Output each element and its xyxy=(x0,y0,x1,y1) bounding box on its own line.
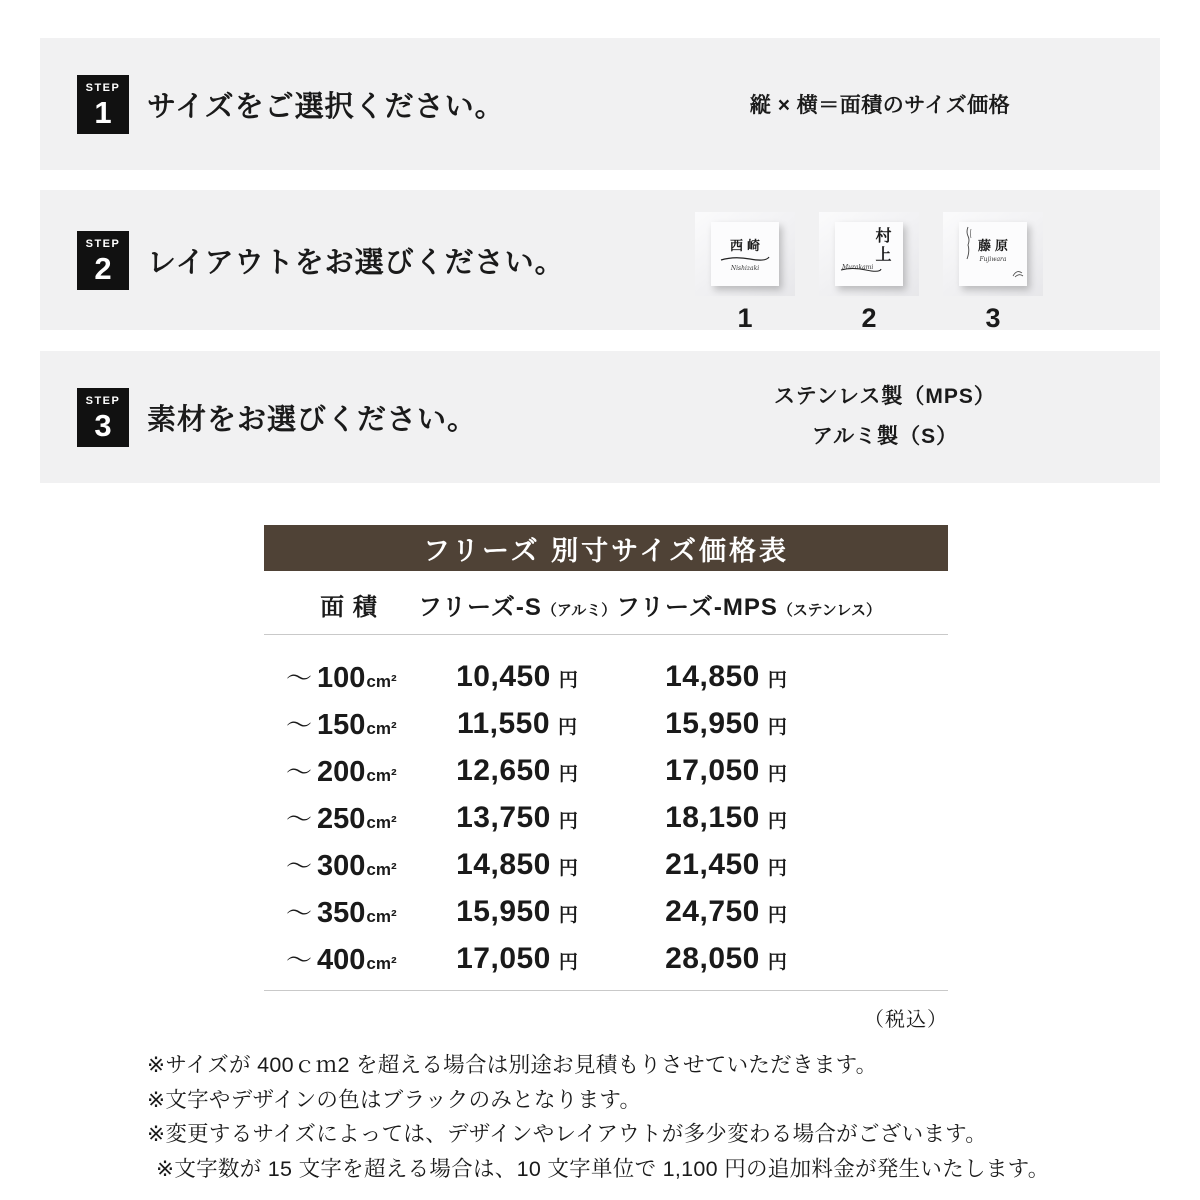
layout2-number: 2 xyxy=(861,303,877,333)
tilde: ～ xyxy=(286,851,313,881)
material-option-stainless: ステンレス製（MPS） xyxy=(774,385,996,408)
price-table xyxy=(264,525,948,1032)
step2-title: レイアウトをお選びください。 xyxy=(147,246,565,279)
price-s-value: 12,650 xyxy=(456,753,551,787)
step3-title: 素材をお選びください。 xyxy=(147,403,478,436)
layout3-nameplate xyxy=(959,222,1027,286)
table-row xyxy=(264,700,948,747)
layout1-romaji: Nishizaki xyxy=(730,265,760,272)
table-bottom-divider xyxy=(264,990,948,991)
currency: 円 xyxy=(558,716,578,738)
price-mps-value: 18,150 xyxy=(665,800,760,834)
area-unit: cm² xyxy=(366,672,397,691)
column-header-freeze-mps-main: フリーズ-MPS xyxy=(616,594,778,621)
currency: 円 xyxy=(558,904,578,926)
column-header-freeze-s-sub: （アルミ） xyxy=(541,602,617,619)
tilde: ～ xyxy=(286,663,313,693)
layout2-romaji: Murakami xyxy=(842,264,874,271)
area-value: 100 xyxy=(317,662,366,694)
layout-option-1[interactable] xyxy=(695,212,795,334)
note-extra-chars: ※文字数が 15 文字を超える場合は、10 文字単位で 1,100 円の追加料金が発生いたします。 xyxy=(156,1156,1050,1181)
area-cell xyxy=(280,705,418,742)
currency: 円 xyxy=(558,951,578,973)
area-unit: cm² xyxy=(366,813,397,832)
layout1-name: 西崎 xyxy=(729,239,764,254)
price-s-cell xyxy=(418,707,616,741)
layout2-nameplate xyxy=(835,222,903,286)
currency: 円 xyxy=(767,857,787,879)
table-row xyxy=(264,841,948,888)
step1-badge-label: STEP xyxy=(85,82,121,94)
layout2-name: 村上 xyxy=(873,227,892,265)
table-row xyxy=(264,747,948,794)
area-unit: cm² xyxy=(366,766,397,785)
price-s-value: 17,050 xyxy=(456,941,551,975)
price-s-value: 15,950 xyxy=(456,894,551,928)
price-table-body xyxy=(264,653,948,982)
step1-badge xyxy=(77,75,129,134)
step1-section xyxy=(40,38,1160,170)
currency: 円 xyxy=(767,951,787,973)
area-cell xyxy=(280,846,418,883)
table-row xyxy=(264,935,948,982)
step1-title: サイズをご選択ください。 xyxy=(147,90,505,123)
area-cell xyxy=(280,940,418,977)
price-mps-value: 14,850 xyxy=(665,659,760,693)
price-s-cell xyxy=(418,754,616,788)
area-unit: cm² xyxy=(366,954,397,973)
step2-section xyxy=(40,190,1160,333)
table-row xyxy=(264,794,948,841)
layout1-number: 1 xyxy=(737,303,753,333)
tilde: ～ xyxy=(286,757,313,787)
area-cell xyxy=(280,658,418,695)
layout3-name: 藤原 xyxy=(977,239,1012,254)
price-mps-cell xyxy=(616,848,836,882)
price-s-value: 13,750 xyxy=(456,800,551,834)
step2-badge-label: STEP xyxy=(85,238,121,250)
note-color: ※文字やデザインの色はブラックのみとなります。 xyxy=(147,1087,642,1112)
step3-badge xyxy=(77,388,129,447)
price-mps-cell xyxy=(616,942,836,976)
layout2-photo xyxy=(819,212,919,296)
step3-badge-label: STEP xyxy=(85,395,121,407)
note-oversize: ※サイズが 400ｃｍ2 を超える場合は別途お見積もりさせていただきます。 xyxy=(147,1053,878,1077)
step3-badge-number: 3 xyxy=(94,408,112,443)
column-header-freeze-s xyxy=(418,587,616,622)
layout1-photo xyxy=(695,212,795,296)
area-cell xyxy=(280,893,418,930)
area-unit: cm² xyxy=(366,860,397,879)
notes-list xyxy=(147,1048,1050,1186)
currency: 円 xyxy=(767,904,787,926)
table-row xyxy=(264,888,948,935)
price-table-header xyxy=(264,587,948,622)
price-s-cell xyxy=(418,660,616,694)
swoosh-underline-icon xyxy=(711,255,779,263)
area-cell xyxy=(280,799,418,836)
layout3-number: 3 xyxy=(985,303,1001,333)
area-value: 350 xyxy=(317,897,366,929)
tilde: ～ xyxy=(286,945,313,975)
price-mps-cell xyxy=(616,660,836,694)
area-unit: cm² xyxy=(366,907,397,926)
price-mps-cell xyxy=(616,801,836,835)
price-s-cell xyxy=(418,848,616,882)
table-row xyxy=(264,653,948,700)
currency: 円 xyxy=(558,763,578,785)
column-header-area: 面 積 xyxy=(320,594,378,621)
tilde: ～ xyxy=(286,804,313,834)
price-s-value: 11,550 xyxy=(456,706,551,740)
swoosh-underline-icon xyxy=(840,258,882,277)
tilde: ～ xyxy=(286,898,313,928)
price-s-value: 10,450 xyxy=(456,659,551,693)
note-layout-change: ※変更するサイズによっては、デザインやレイアウトが多少変わる場合がございます。 xyxy=(147,1122,988,1146)
layout1-nameplate xyxy=(711,222,779,286)
layout3-photo xyxy=(943,212,1043,296)
layout-option-2[interactable] xyxy=(819,212,919,334)
price-mps-value: 28,050 xyxy=(665,941,760,975)
step1-badge-number: 1 xyxy=(94,95,112,130)
tilde: ～ xyxy=(286,710,313,740)
price-table-title: フリーズ 別寸サイズ価格表 xyxy=(264,525,948,571)
area-value: 150 xyxy=(317,709,366,741)
price-mps-value: 24,750 xyxy=(665,894,760,928)
header-divider xyxy=(264,634,948,635)
material-option-aluminum: アルミ製（S） xyxy=(811,425,959,448)
price-mps-cell xyxy=(616,754,836,788)
tax-included-note: （税込） xyxy=(864,1009,948,1031)
layout3-romaji: Fujiwara xyxy=(979,256,1007,263)
currency: 円 xyxy=(558,669,578,691)
price-mps-cell xyxy=(616,707,836,741)
column-header-freeze-s-main: フリーズ-S xyxy=(418,594,542,621)
price-s-cell xyxy=(418,801,616,835)
currency: 円 xyxy=(767,763,787,785)
step3-section xyxy=(40,351,1160,483)
currency: 円 xyxy=(767,669,787,691)
currency: 円 xyxy=(558,857,578,879)
price-mps-value: 17,050 xyxy=(665,753,760,787)
currency: 円 xyxy=(767,810,787,832)
layout-option-3[interactable] xyxy=(943,212,1043,334)
area-value: 300 xyxy=(317,850,366,882)
price-s-value: 14,850 xyxy=(456,847,551,881)
price-mps-value: 21,450 xyxy=(665,847,760,881)
area-unit: cm² xyxy=(366,719,397,738)
layout-options xyxy=(695,212,1043,334)
area-value: 200 xyxy=(317,756,366,788)
price-s-cell xyxy=(418,942,616,976)
step2-badge-number: 2 xyxy=(94,251,112,286)
currency: 円 xyxy=(767,716,787,738)
price-mps-value: 15,950 xyxy=(665,706,760,740)
currency: 円 xyxy=(558,810,578,832)
price-mps-cell xyxy=(616,895,836,929)
step2-badge xyxy=(77,231,129,290)
column-header-freeze-mps xyxy=(616,587,881,622)
material-options xyxy=(695,351,1075,483)
area-value: 400 xyxy=(317,944,366,976)
stamp-motif-icon xyxy=(1012,264,1024,283)
price-s-cell xyxy=(418,895,616,929)
calligraphy-deco-icon xyxy=(964,226,973,264)
area-value: 250 xyxy=(317,803,366,835)
area-cell xyxy=(280,752,418,789)
step1-size-formula: 縦 × 横＝面積のサイズ価格 xyxy=(749,94,1011,117)
column-header-freeze-mps-sub: （ステンレス） xyxy=(777,602,881,619)
